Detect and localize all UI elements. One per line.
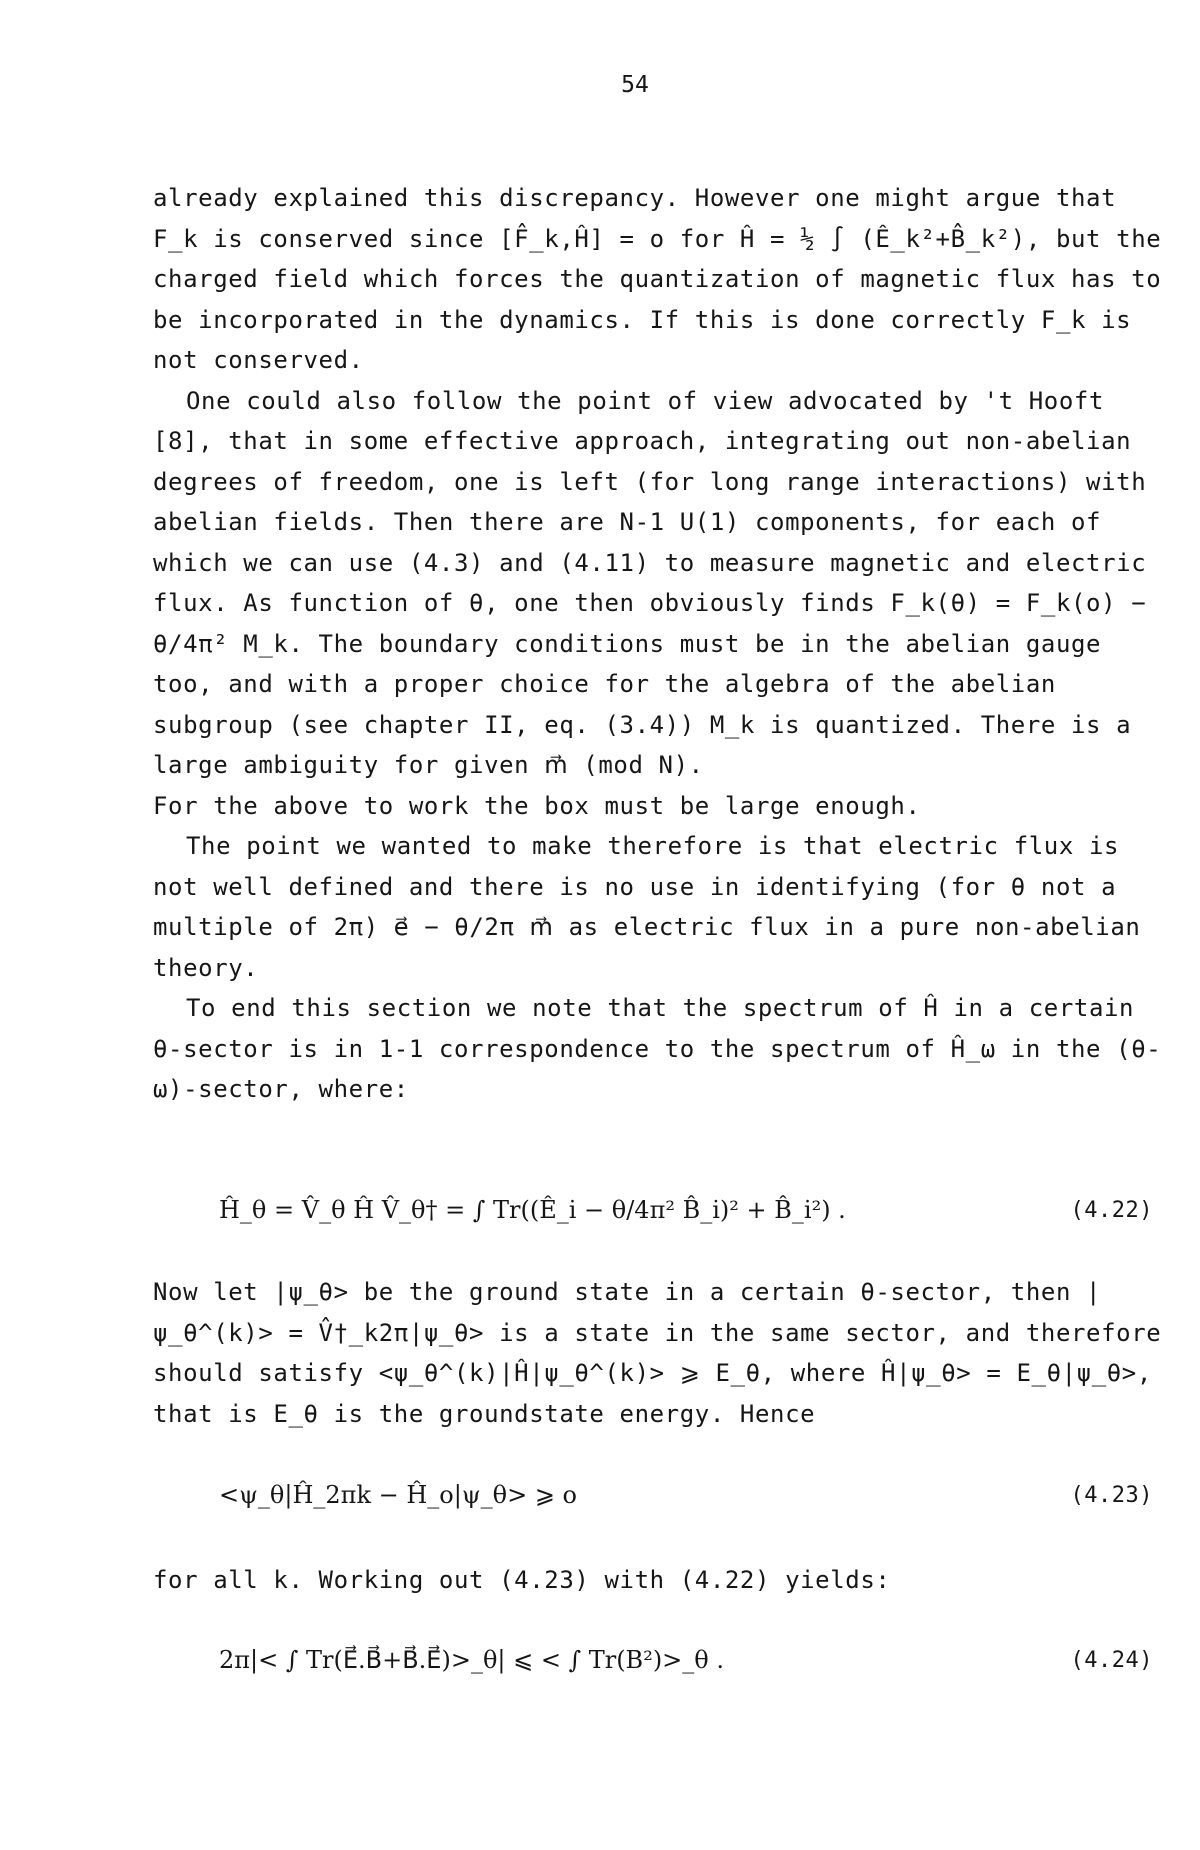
paragraph: One could also follow the point of view advocated by 't Hooft [8], that in some effective approach, integrating out non-abelian degrees of freedom, one is left (for long range interactions) with abelian fields. Then there are N-1 U(1) components, for each of which we can use (4.3) and (4.11) to measure magnetic and electric flux. As function of θ, one then obviously finds F_k(θ) = F_k(o) − θ/4π² M_k. The boundary conditions must be in the abelian gauge too, and with a proper choice for the algebra of the abelian subgroup (see chapter II, eq. (3.4)) M_k is quantized. There is a large ambiguity for given m⃗ (mod N). xyxy=(153,386,1162,779)
paragraph: To end this section we note that the spectrum of Ĥ in a certain θ-sector is in 1-1 correspondence to the spectrum of Ĥ_ω in the (θ-ω)-sector, where: xyxy=(153,994,1162,1103)
equation-4-22-number: (4.22) xyxy=(1070,1197,1153,1223)
body-text-part3 xyxy=(153,1560,1163,1601)
equation-4-24 xyxy=(153,1620,1153,1700)
equation-4-23-formula: <ψ_θ|Ĥ_2πk − Ĥ_o|ψ_θ> ⩾ o xyxy=(219,1481,578,1509)
equation-4-22 xyxy=(153,1170,1153,1250)
equation-4-23-number: (4.23) xyxy=(1070,1482,1153,1508)
equation-4-24-number: (4.24) xyxy=(1070,1647,1153,1673)
paragraph: for all k. Working out (4.23) with (4.22) yields: xyxy=(153,1566,891,1594)
paragraph: already explained this discrepancy. However one might argue that F_k is conserved since [F̂_k,Ĥ] = o for Ĥ = ½ ∫ (Ê_k²+B̂_k²), but the charged field which forces the quantization of magnetic flux has to be incorporated in the dynamics. If this is done correctly F_k is not conserved. xyxy=(153,184,1177,374)
page-number: 54 xyxy=(621,72,649,98)
body-text-part1 xyxy=(153,178,1177,1110)
equation-4-23 xyxy=(153,1455,1153,1535)
paragraph: For the above to work the box must be large enough. xyxy=(153,791,921,820)
paragraph: The point we wanted to make therefore is that electric flux is not well defined and there is no use in identifying (for θ not a multiple of 2π) e⃗ − θ/2π m⃗ as electric flux in a pure non-abelian theory. xyxy=(153,832,1156,982)
equation-4-24-formula: 2π|< ∫ Tr(E⃗.B⃗+B⃗.E⃗)>_θ| ⩽ < ∫ Tr(B²)>_θ . xyxy=(219,1646,724,1674)
body-text-part2 xyxy=(153,1272,1177,1434)
equation-4-22-formula: Ĥ_θ = V̂_θ Ĥ V̂_θ† = ∫ Tr((Ê_i − θ/4π² B̂_i)² + B̂_i²) . xyxy=(219,1196,846,1224)
paragraph: Now let |ψ_θ> be the ground state in a certain θ-sector, then |ψ_θ^(k)> = V̂†_k2π|ψ_θ> is a state in the same sector, and therefore should satisfy <ψ_θ^(k)|Ĥ|ψ_θ^(k)> ⩾ E_θ, where Ĥ|ψ_θ> = E_θ|ψ_θ>, that is E_θ is the groundstate energy. Hence xyxy=(153,1278,1177,1428)
